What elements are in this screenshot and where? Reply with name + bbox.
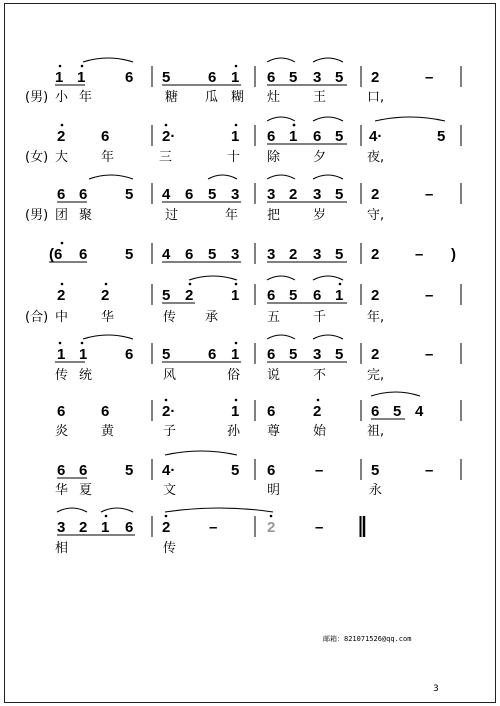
octave-dot: [235, 342, 238, 345]
lyric: 相: [55, 541, 69, 556]
note: 5: [335, 186, 344, 203]
lyric: 传: [55, 368, 69, 383]
note: 6: [185, 186, 194, 203]
slur-mark: [267, 276, 295, 280]
note: 3: [231, 186, 240, 203]
note: 6: [267, 403, 276, 420]
octave-dot: [189, 283, 192, 286]
note: (6: [49, 246, 63, 263]
note: 6: [125, 69, 134, 86]
lyric: 统: [79, 368, 93, 383]
note: 2: [371, 287, 380, 304]
slur-mark: [267, 117, 295, 121]
octave-dot: [59, 65, 62, 68]
slur-mark: [371, 392, 420, 396]
note: 4: [415, 403, 424, 420]
lyric: 团: [55, 208, 69, 223]
lyric: 小: [55, 90, 69, 105]
lyric: 明: [267, 483, 281, 498]
lyric: 五: [267, 310, 281, 325]
singer-label: (男): [25, 90, 49, 105]
score-page: [4, 3, 496, 703]
lyric: 夜,: [367, 150, 385, 165]
note: 2: [185, 287, 194, 304]
note: 3: [313, 69, 322, 86]
note: 1: [55, 69, 64, 86]
slur-mark: [267, 58, 295, 62]
note: 5: [335, 69, 344, 86]
note: 2: [267, 519, 276, 536]
note: 1: [101, 519, 110, 536]
lyric: 大: [55, 150, 69, 165]
slur-mark: [165, 451, 237, 455]
octave-dot: [235, 399, 238, 402]
note: –: [425, 186, 434, 203]
note: 3: [267, 186, 276, 203]
octave-dot: [61, 124, 64, 127]
note: –: [425, 69, 434, 86]
note: –: [315, 519, 324, 536]
octave-dot: [81, 342, 84, 345]
slur-mark: [313, 175, 343, 179]
note: 2: [289, 246, 298, 263]
octave-dot: [235, 124, 238, 127]
slur-mark: [101, 508, 133, 512]
note: 1: [289, 128, 298, 145]
slur-mark: [267, 335, 295, 339]
slur-mark: [208, 175, 237, 179]
note: 1: [231, 346, 240, 363]
lyric: 守,: [367, 208, 385, 223]
slur-mark: [313, 58, 343, 62]
note: 3: [313, 246, 322, 263]
lyric: 千: [313, 310, 327, 325]
note: 6: [57, 462, 66, 479]
slur-mark: [267, 175, 295, 179]
note: 5: [125, 186, 134, 203]
lyric: 炎: [55, 424, 69, 439]
note: 2: [313, 403, 322, 420]
slur-mark: [313, 335, 343, 339]
note: 6: [79, 186, 88, 203]
octave-dot: [105, 515, 108, 518]
page-number: 3: [433, 684, 439, 694]
lyric: 中: [55, 310, 69, 325]
octave-dot: [165, 399, 168, 402]
lyric: 传: [163, 310, 177, 325]
note: 2: [101, 287, 110, 304]
lyric: 华: [55, 483, 69, 498]
lyric: 俗: [227, 368, 241, 383]
note: 3: [313, 346, 322, 363]
octave-dot: [61, 242, 64, 245]
note: 2: [162, 519, 171, 536]
lyric: 聚: [79, 208, 93, 223]
note: 6: [313, 128, 322, 145]
octave-dot: [105, 283, 108, 286]
note: 1: [231, 403, 240, 420]
note: 6: [267, 462, 276, 479]
lyric: 说: [267, 368, 281, 383]
note: 3: [231, 246, 240, 263]
note: 2·: [162, 403, 176, 420]
lyric: 始: [313, 424, 327, 439]
slur-mark: [313, 117, 343, 121]
slur-mark: [57, 508, 87, 512]
lyric: 子: [163, 424, 177, 439]
lyric: 华: [101, 310, 115, 325]
note: 5: [289, 287, 298, 304]
lyric: 祖,: [367, 424, 385, 439]
lyric: 风: [163, 368, 177, 383]
note: 6: [313, 287, 322, 304]
contact-email: 邮箱：821071526@qq.com: [323, 635, 412, 643]
note: 5: [289, 69, 298, 86]
note: 5: [393, 403, 402, 420]
slur-mark: [165, 508, 273, 512]
note: ): [451, 246, 456, 263]
note: 1: [77, 69, 86, 86]
note: 4·: [369, 128, 383, 145]
lyric: 瓜: [205, 90, 219, 105]
note: 6: [57, 186, 66, 203]
note: –: [209, 519, 218, 536]
octave-dot: [235, 283, 238, 286]
lyric: 黄: [101, 424, 115, 439]
note: 6: [267, 69, 276, 86]
lyric: 完,: [367, 368, 385, 383]
lyric: 灶: [267, 90, 281, 105]
note: 2: [57, 128, 66, 145]
slur-mark: [83, 335, 133, 339]
note: 2: [57, 287, 66, 304]
lyric: 把: [267, 208, 281, 223]
lyric: 年: [225, 208, 239, 223]
octave-dot: [317, 399, 320, 402]
lyric: 传: [163, 541, 177, 556]
note: 5: [289, 346, 298, 363]
note: 2·: [162, 128, 176, 145]
note: 3: [267, 246, 276, 263]
singer-label: (男): [25, 208, 49, 223]
note: 5: [335, 128, 344, 145]
note: –: [315, 462, 324, 479]
lyric: 糊: [231, 90, 245, 105]
note: 4: [162, 246, 171, 263]
lyric: 过: [165, 208, 179, 223]
lyric: 文: [163, 483, 177, 498]
note: 6: [125, 346, 134, 363]
note: 5: [437, 128, 446, 145]
note: 5: [162, 69, 171, 86]
note: 2: [371, 186, 380, 203]
note: 1: [335, 287, 344, 304]
note: 5: [162, 287, 171, 304]
slur-mark: [89, 175, 133, 179]
lyric: 夕: [313, 150, 327, 165]
note: 5: [371, 462, 380, 479]
slur-mark: [189, 276, 237, 280]
octave-dot: [165, 124, 168, 127]
note: 1: [231, 287, 240, 304]
note: 5: [208, 246, 217, 263]
note: 4·: [162, 462, 176, 479]
note: 5: [231, 462, 240, 479]
note: 2: [371, 69, 380, 86]
note: 6: [125, 519, 134, 536]
octave-dot: [165, 515, 168, 518]
octave-dot: [81, 65, 84, 68]
slur-mark: [313, 276, 343, 280]
note: 1: [231, 69, 240, 86]
lyric: 不: [313, 368, 327, 383]
lyric: 永: [369, 483, 383, 498]
note: 6: [57, 403, 66, 420]
lyric: 年: [101, 150, 115, 165]
slur-mark: [375, 117, 445, 121]
note: 5: [162, 346, 171, 363]
lyric: 岁: [313, 208, 327, 223]
note: 3: [57, 519, 66, 536]
note: 1: [79, 346, 88, 363]
lyric: 尊: [267, 424, 281, 439]
note: 2: [371, 346, 380, 363]
note: 5: [125, 246, 134, 263]
note: 2: [289, 186, 298, 203]
singer-label: (合): [25, 310, 49, 325]
note: 5: [125, 462, 134, 479]
note: 4: [162, 186, 171, 203]
note: 6: [101, 403, 110, 420]
note: 5: [208, 186, 217, 203]
score-markings: [5, 4, 497, 704]
lyric: 年,: [367, 310, 385, 325]
note: 2: [371, 246, 380, 263]
note: 6: [267, 128, 276, 145]
lyric: 十: [227, 150, 241, 165]
note: 2: [79, 519, 88, 536]
note: 6: [371, 403, 380, 420]
octave-dot: [293, 124, 296, 127]
note: 6: [267, 287, 276, 304]
note: –: [415, 246, 424, 263]
lyric: 夏: [79, 483, 93, 498]
note: 5: [335, 246, 344, 263]
note: –: [425, 346, 434, 363]
note: 6: [101, 128, 110, 145]
note: 5: [335, 346, 344, 363]
note: 6: [79, 246, 88, 263]
singer-label: (女): [25, 150, 49, 165]
note: –: [425, 462, 434, 479]
slur-mark: [83, 58, 133, 62]
octave-dot: [270, 515, 273, 518]
lyric: 承: [205, 310, 219, 325]
note: 1: [231, 128, 240, 145]
lyric: 三: [159, 150, 173, 165]
note: 6: [185, 246, 194, 263]
lyric: 年: [79, 90, 93, 105]
lyric: 除: [267, 150, 281, 165]
octave-dot: [61, 283, 64, 286]
note: 1: [57, 346, 66, 363]
note: 6: [79, 462, 88, 479]
octave-dot: [59, 342, 62, 345]
note: 6: [267, 346, 276, 363]
note: 6: [208, 69, 217, 86]
note: 6: [208, 346, 217, 363]
octave-dot: [339, 283, 342, 286]
lyric: 王: [313, 90, 327, 105]
lyric: 口,: [367, 90, 385, 105]
lyric: 糖: [165, 90, 179, 105]
lyric: 孙: [227, 424, 241, 439]
note: –: [425, 287, 434, 304]
note: 3: [313, 186, 322, 203]
octave-dot: [235, 65, 238, 68]
